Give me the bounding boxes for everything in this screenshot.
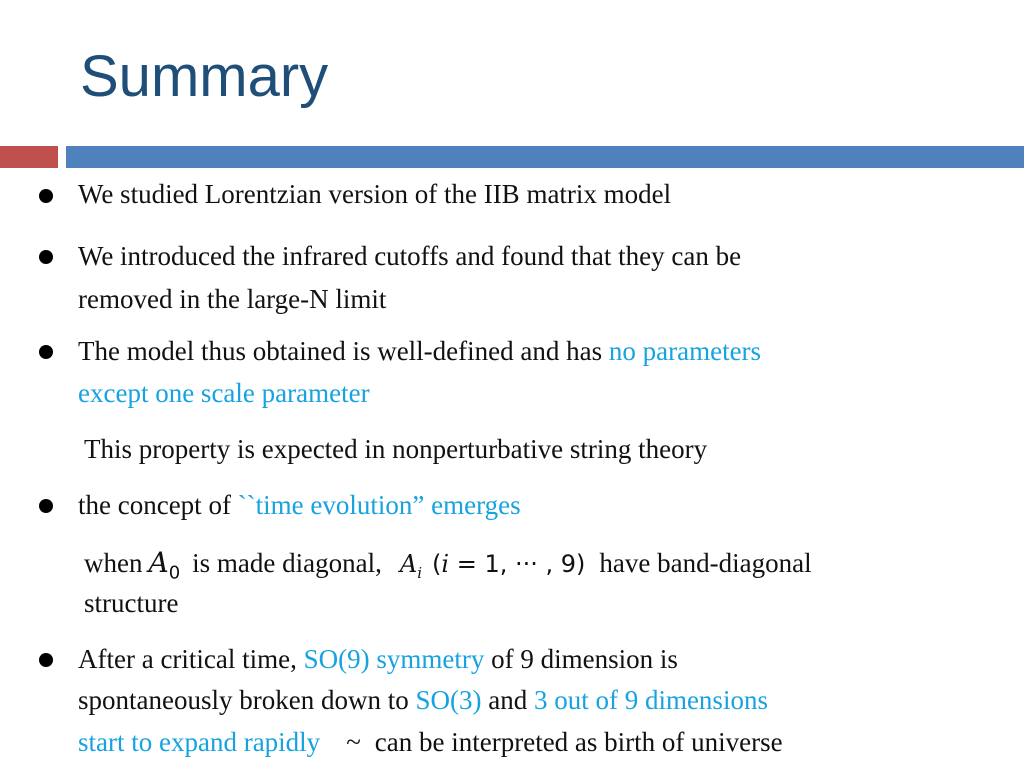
expand-highlight: start to expand rapidly <box>78 727 321 757</box>
bullet-5-line1: After a critical time, SO(9) symmetry of 9 dimension is <box>78 644 678 674</box>
sub-note-structure: structure <box>84 588 179 618</box>
bullet-4-text: the concept of <box>78 490 238 520</box>
accent-bar-blue <box>66 146 1024 168</box>
made-diagonal-text: is made diagonal, <box>192 548 382 578</box>
bullet-3-highlight: no parameters <box>608 336 762 366</box>
sub-note-property: This property is expected in nonperturbative string theory <box>84 434 708 464</box>
bullet-dot <box>39 653 53 667</box>
tilde: ~ <box>346 727 361 757</box>
bullet-1-text: We studied Lorentzian version of the IIB matrix model <box>78 179 672 209</box>
accent-bar-red <box>0 146 58 168</box>
slide-title: Summary <box>80 44 329 109</box>
bullet-dot <box>39 250 53 264</box>
math-A0: $A_0$ <box>148 546 181 584</box>
bullet-4-line <box>78 489 521 521</box>
when-text: when <box>84 548 143 578</box>
so9-highlight: SO(9) symmetry <box>303 644 485 674</box>
math-Ai: $A_i$ <box>399 550 423 582</box>
bullet-4-highlight: ``time evolution” emerges <box>237 490 521 520</box>
sub-note-when <box>84 546 812 584</box>
bullet-5-line3: start to expand rapidly ~ can be interpreted as birth of universe <box>78 727 783 757</box>
so3-highlight: SO(3) <box>415 685 482 715</box>
bullet-dot <box>39 345 53 359</box>
bullet-3-text: The model thus obtained is well-defined and has <box>78 336 609 366</box>
dimensions-highlight: 3 out of 9 dimensions <box>533 685 768 715</box>
bullet-dot <box>39 499 53 513</box>
bullet-dot <box>39 189 53 203</box>
bullet-2-line2: removed in the large-N limit <box>78 284 387 314</box>
bullet-3-line1 <box>78 335 761 367</box>
bullet-2-line1: We introduced the infrared cutoffs and found that they can be <box>78 241 742 271</box>
bullet-5-line2: spontaneously broken down to SO(3) and 3 out of 9 dimensions <box>78 685 768 715</box>
band-diagonal-text: have band-diagonal <box>599 548 812 578</box>
bullet-3-line2: except one scale parameter <box>78 378 370 408</box>
math-range: (i = 1, ··· , 9) <box>432 550 586 578</box>
